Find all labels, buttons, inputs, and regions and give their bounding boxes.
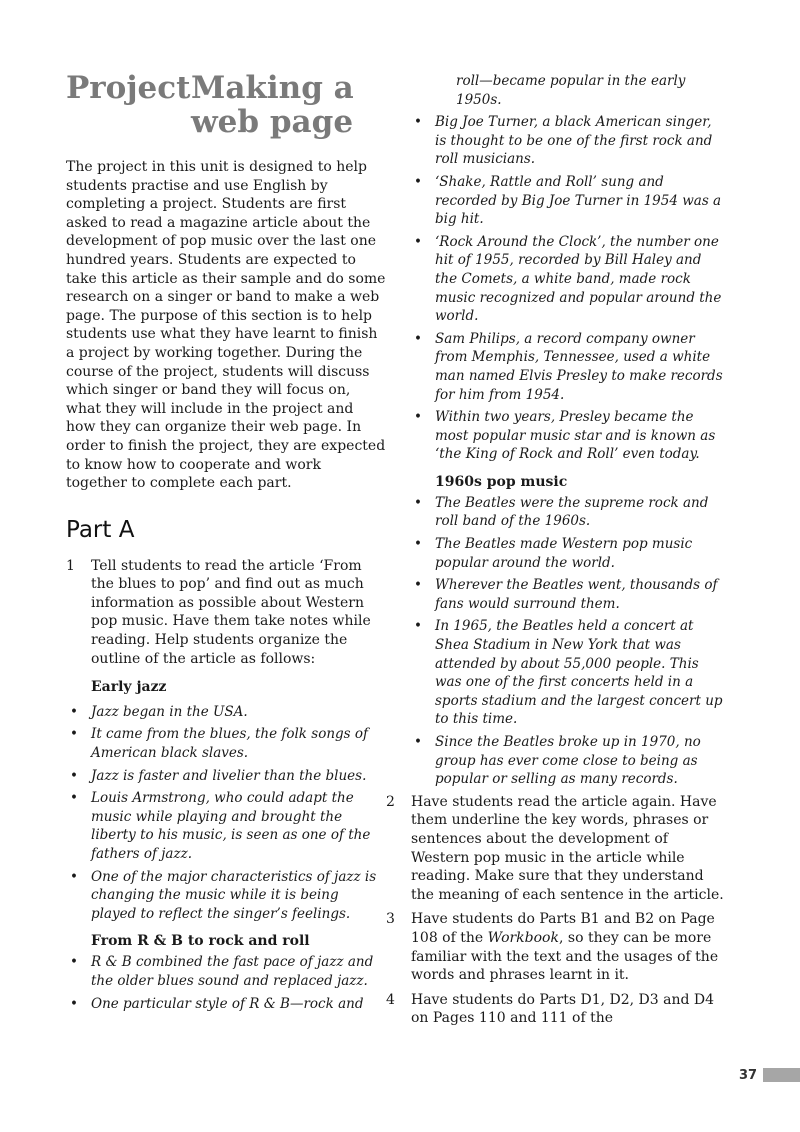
- list-item-text: Big Joe Turner, a black American singer, is thought to be one of the first rock and roll musicians.: [435, 114, 713, 168]
- list-item: [66, 868, 386, 924]
- bullet-icon: •: [70, 995, 78, 1012]
- list-item: [66, 789, 386, 863]
- bullet-icon: •: [414, 330, 422, 347]
- bullet-icon: •: [414, 409, 422, 426]
- rnb-list-continued: [410, 113, 726, 464]
- list-item-text: The Beatles made Western pop music popular around the world.: [435, 536, 693, 571]
- list-item-text: Wherever the Beatles went, thousands of fans would surround them.: [435, 577, 718, 612]
- steps-list-continued: [386, 793, 726, 1028]
- list-item-text: One particular style of R & B—rock and: [91, 995, 364, 1012]
- early-jazz-list: [66, 703, 386, 924]
- step-number: 1: [66, 557, 75, 574]
- list-item-text: ‘Shake, Rattle and Roll’ sung and recorded by Big Joe Turner in 1954 was a big hit.: [435, 173, 722, 228]
- bullet-icon: •: [70, 868, 78, 885]
- list-item-text: Within two years, Presley became the most popular music star and is known as ‘the King of Rock and Roll’ even today.: [435, 409, 716, 463]
- step-text: Have students do Parts D1, D2, D3 and D4 on Pages 110 and 111 of the: [411, 991, 715, 1027]
- list-item-text: Since the Beatles broke up in 1970, no group has ever come close to being as popular or selling as many records.: [435, 734, 701, 788]
- bullet-icon: •: [70, 767, 78, 784]
- list-item-text: One of the major characteristics of jazz is changing the music while it is being played to reflect the singer’s feelings.: [91, 868, 377, 922]
- list-item: [66, 953, 386, 990]
- bullet-icon: •: [414, 173, 422, 190]
- sixties-list: [410, 494, 726, 789]
- step-4: [386, 991, 726, 1028]
- list-item: [410, 733, 726, 789]
- subheading-rnb: From R & B to rock and roll: [91, 933, 310, 950]
- bullet-icon: •: [70, 790, 78, 807]
- bullet-icon: •: [70, 703, 78, 720]
- bullet-icon: •: [414, 577, 422, 594]
- list-item-text: Jazz is faster and livelier than the blues.: [91, 767, 367, 784]
- bullet-icon: •: [70, 726, 78, 743]
- step-number: 4: [386, 991, 395, 1008]
- step-text: Have students read the article again. Have them underline the key words, phrases or sentences about the development of Western pop music in the article while reading. Make sure that they understand the meaning of each sentence in the article.: [411, 793, 724, 903]
- list-item: [410, 494, 726, 531]
- list-item-text: In 1965, the Beatles held a concert at Shea Stadium in New York that was attended by about 55,000 people. This was one of the first concerts held in a sports stadium and the largest concert up to this time.: [435, 618, 723, 728]
- bullet-icon: •: [70, 954, 78, 971]
- list-item: [410, 576, 726, 613]
- list-item: [410, 617, 726, 729]
- list-item: [410, 113, 726, 169]
- list-item-text: It came from the blues, the folk songs of American black slaves.: [91, 726, 369, 762]
- bullet-icon: •: [414, 734, 422, 750]
- continued-text: roll—became popular in the early 1950s.: [456, 73, 686, 108]
- steps-list: [66, 557, 386, 697]
- bullet-icon: •: [414, 536, 422, 553]
- list-item-text: The Beatles were the supreme rock and roll band of the 1960s.: [435, 494, 709, 530]
- title-line-2: web page: [191, 104, 354, 140]
- step-text-before: Have students do Parts B1 and B2 on Page 108 of the: [411, 911, 715, 946]
- list-item: [66, 703, 386, 722]
- bullet-icon: •: [414, 494, 422, 511]
- intro-paragraph: The project in this unit is designed to help students practise and use English by completing a project. Students are first asked to read a magazine article about the development of pop music over the last one hundred years. Students are expected to take this article as their sample and do some research on a singer or band to make a web page. The purpose of this section is to help students use what they have learnt to finish a project by working together. During the course of the project, students will discuss which singer or band they will focus on, what they will include in the project and how they can organize their web page. In order to finish the project, they are expected to know how to cooperate and work together to complete each part.: [66, 159, 386, 492]
- list-item: [66, 767, 386, 786]
- page-number: 37: [739, 1068, 758, 1083]
- title-project: Project: [66, 70, 191, 106]
- list-item: [410, 535, 726, 572]
- right-column: [386, 72, 726, 1034]
- left-column: [66, 158, 386, 1017]
- list-item: [410, 408, 726, 464]
- list-item-text: Jazz began in the USA.: [91, 703, 248, 720]
- list-item: [410, 233, 726, 326]
- step-3: [386, 910, 726, 984]
- list-item: [66, 995, 386, 1014]
- step-1: [66, 557, 386, 697]
- list-item: [66, 725, 386, 762]
- subheading-1960s: 1960s pop music: [435, 473, 568, 490]
- list-item: [410, 173, 726, 229]
- page-number-bar: [763, 1068, 800, 1082]
- step-number: 3: [386, 911, 395, 928]
- rnb-list: [66, 953, 386, 1013]
- list-item-text: ‘Rock Around the Clock’, the number one hit of 1955, recorded by Bill Haley and the Comets, a white band, made rock music recognized and popular around the world.: [435, 233, 722, 325]
- list-item: [410, 330, 726, 404]
- bullet-icon: •: [414, 233, 422, 250]
- list-item-text: Sam Philips, a record company owner from Memphis, Tennessee, used a white man named Elvis Presley to make records for him from 1954.: [435, 330, 723, 403]
- step-number: 2: [386, 793, 395, 810]
- subheading-early-jazz: Early jazz: [91, 679, 167, 696]
- part-a-heading: Part A: [66, 516, 135, 543]
- step-text-after: , so they can be more familiar with the text and the usages of the words and phrases learnt in it.: [411, 929, 719, 984]
- bullet-icon: •: [414, 618, 422, 635]
- workbook-title: Workbook: [487, 929, 559, 946]
- list-item-text: Louis Armstrong, who could adapt the music while playing and brought the liberty to his music, is seen as one of the fathers of jazz.: [91, 790, 371, 862]
- step-2: [386, 793, 726, 905]
- step-text: Tell students to read the article ‘From the blues to pop’ and find out as much information as possible about Western pop music. Have them take notes while reading. Help students organize the outline of the article as follows:: [91, 557, 371, 667]
- bullet-icon: •: [414, 114, 422, 131]
- title-line-1: Making a: [191, 70, 354, 106]
- list-item-text: R & B combined the fast pace of jazz and the older blues sound and replaced jazz.: [91, 954, 374, 989]
